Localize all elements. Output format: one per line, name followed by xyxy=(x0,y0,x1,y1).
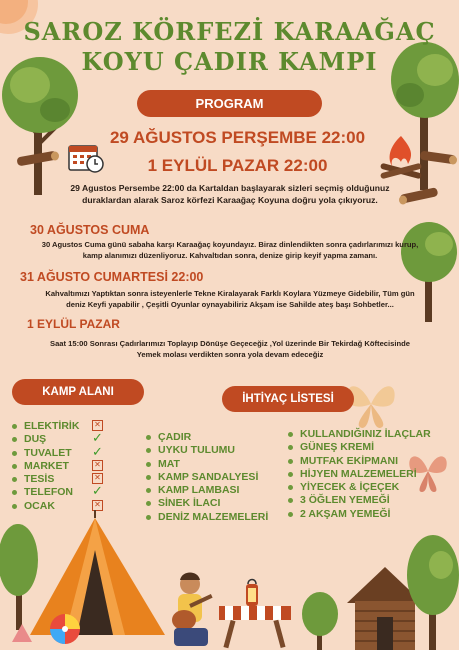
cross-icon: ✕ xyxy=(92,500,103,511)
logs-right-decoration xyxy=(418,148,458,168)
cross-icon: ✕ xyxy=(92,473,103,484)
list-item: MUTFAK EKİPMANI xyxy=(288,455,431,468)
intro-text: 29 Agustos Persembe 22:00 da Kartaldan başlayarak sizleri seçmiş olduğunuz duraklardan alarak Saroz körfezi Karaağaç Koyuna doğru yola çıkıyoruz. xyxy=(70,183,390,205)
day-heading-3: 1 EYLÜL PAZAR xyxy=(27,317,120,331)
ihtiyac-list xyxy=(288,428,431,521)
cross-icon: ✕ xyxy=(92,460,103,471)
list-item: MARKET xyxy=(12,460,79,473)
day-heading-2: 31 AĞUSTO CUMARTESİ 22:00 xyxy=(20,270,204,284)
list-item: UYKU TULUMU xyxy=(146,444,268,457)
kamp-alani-badge: KAMP ALANI xyxy=(12,379,144,405)
page-title-line1: SAROZ KÖRFEZİ KARAAĞAÇ xyxy=(23,17,436,46)
list-item: 2 AKŞAM YEMEĞİ xyxy=(288,508,431,521)
list-item: 3 ÖĞLEN YEMEĞİ xyxy=(288,494,431,507)
page-title-line2: KOYU ÇADIR KAMPI xyxy=(81,47,378,76)
kamp-alani-marks xyxy=(92,420,103,513)
person-guitar-decoration xyxy=(160,568,220,648)
check-icon: ✓ xyxy=(92,444,103,460)
program-badge: PROGRAM xyxy=(137,90,322,117)
list-item: KAMP SANDALYESİ xyxy=(146,471,268,484)
list-item: HİJYEN MALZEMELERİ xyxy=(288,468,431,481)
picnic-table-decoration xyxy=(215,600,295,650)
tree-bottom-mid-decoration xyxy=(300,590,340,650)
list-item: TELEFON xyxy=(12,486,79,499)
list-item: ÇADIR xyxy=(146,431,268,444)
list-item: YİYECEK & İÇEÇEK xyxy=(288,481,431,494)
list-item: ELEKTİRİK xyxy=(12,420,79,433)
beach-ball-decoration xyxy=(48,612,82,646)
day-text-1: 30 Agustos Cuma günü sabaha karşı Karaağaç koyundayız. Biraz dinlendikten sonra çadırlarımızı kurup, kamp alanımızı düzenliyoruz. Kahvaltıdan sonra, denize girip keyif yapma zamanı. xyxy=(41,240,419,260)
logs-left-decoration xyxy=(15,148,60,170)
cross-icon: ✕ xyxy=(92,420,103,431)
end-date: 1 EYLÜL PAZAR 22:00 xyxy=(147,156,328,175)
kamp-alani-list xyxy=(12,420,79,513)
logs-right2-decoration xyxy=(398,186,440,206)
ihtiyac-listesi-badge: İHTİYAÇ LİSTESİ xyxy=(222,386,354,412)
list-item: TUVALET xyxy=(12,447,79,460)
list-item: OCAK xyxy=(12,500,79,513)
list-item: MAT xyxy=(146,458,268,471)
check-icon: ✓ xyxy=(92,431,103,447)
list-item: KAMP LAMBASI xyxy=(146,484,268,497)
tree-bottom-left-decoration xyxy=(0,520,40,630)
day-text-2: Kahvaltımızı Yaptıktan sonra isteyenlerle Tekne Kiralayarak Farklı Koylara Yüzmeye Gidebilir, Tüm gün deniz Keyfi yapabilir , Çeşitli Oyunlar oynayabiliriz Akşam ise Sahilde ateş başı Sohbetler... xyxy=(45,289,415,309)
list-item: DUŞ xyxy=(12,433,79,446)
list-item: TESİS xyxy=(12,473,79,486)
shell-decoration xyxy=(10,622,34,644)
list-item: SİNEK İLACI xyxy=(146,497,268,510)
day-heading-1: 30 AĞUSTOS CUMA xyxy=(30,223,150,237)
check-icon: ✓ xyxy=(92,484,103,500)
start-date: 29 AĞUSTOS PERŞEMBE 22:00 xyxy=(109,128,366,147)
list-item: DENİZ MALZEMELERİ xyxy=(146,511,268,524)
tree-bottom-right-decoration xyxy=(405,535,459,650)
day-text-3: Saat 15:00 Sonrası Çadırlarımızı Toplayıp Dönüşe Geçeceğiz ,Yol üzerinde Bir Tekirdağ Köftecisinde Yemek molası verdikten sonra yola devam edeceğiz xyxy=(50,339,410,359)
list-item: GÜNEŞ KREMİ xyxy=(288,441,431,454)
list-item: KULLANDIĞINIZ İLAÇLAR xyxy=(288,428,431,441)
tree-left-decoration xyxy=(0,55,85,195)
